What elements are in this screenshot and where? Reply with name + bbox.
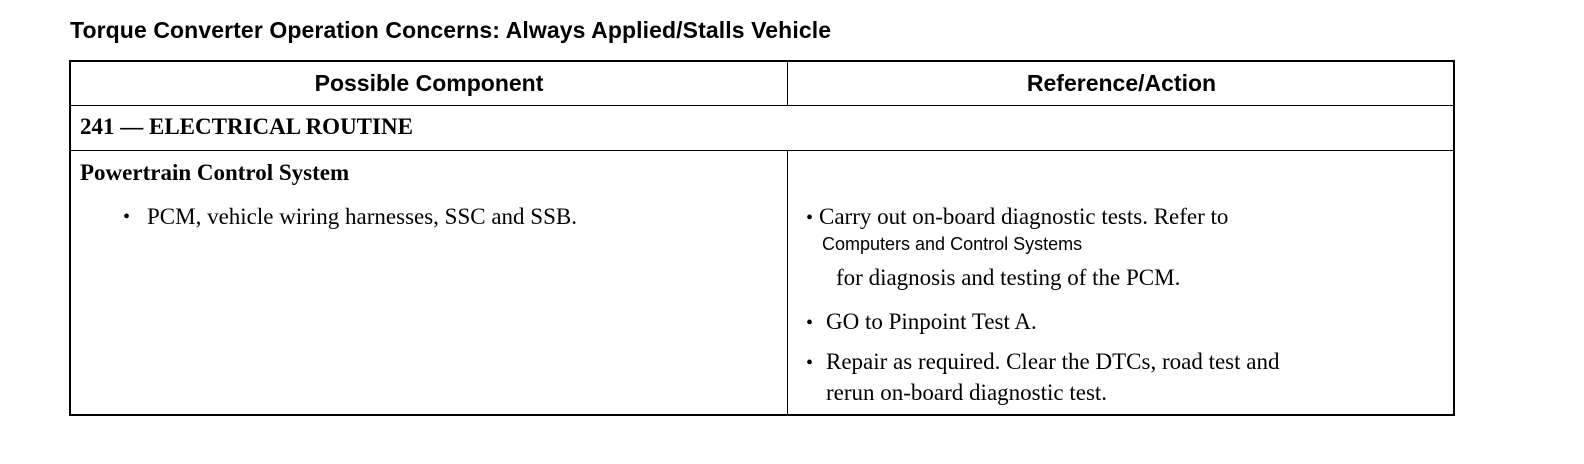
section-label: 241 — ELECTRICAL ROUTINE (80, 114, 413, 139)
diagnosis-table (69, 60, 1455, 416)
component-group-title: Powertrain Control System (80, 160, 350, 185)
column-divider (787, 151, 788, 414)
component-item: PCM, vehicle wiring harnesses, SSC and SSB. (147, 204, 577, 229)
table-header-row (71, 62, 1453, 106)
action-3-continuation: rerun on-board diagnostic test. (826, 380, 1108, 405)
bullet-icon: • (806, 352, 814, 374)
header-possible-component: Possible Component (71, 62, 788, 105)
action-2-text: GO to Pinpoint Test A. (826, 309, 1037, 334)
action-1-continuation: for diagnosis and testing of the PCM. (836, 265, 1181, 290)
section-row (71, 106, 1453, 151)
action-3-text: Repair as required. Clear the DTCs, road test and (826, 349, 1280, 374)
bullet-icon: • (806, 207, 814, 229)
bullet-icon: • (806, 312, 814, 334)
bullet-icon: • (123, 206, 131, 228)
page-title: Torque Converter Operation Concerns: Always Applied/Stalls Vehicle (70, 17, 832, 43)
reference-link-computers-and-control-systems[interactable]: Computers and Control Systems (822, 234, 1083, 254)
action-1-text: Carry out on-board diagnostic tests. Refer to (819, 204, 1229, 229)
header-reference-action: Reference/Action (1026, 70, 1217, 96)
